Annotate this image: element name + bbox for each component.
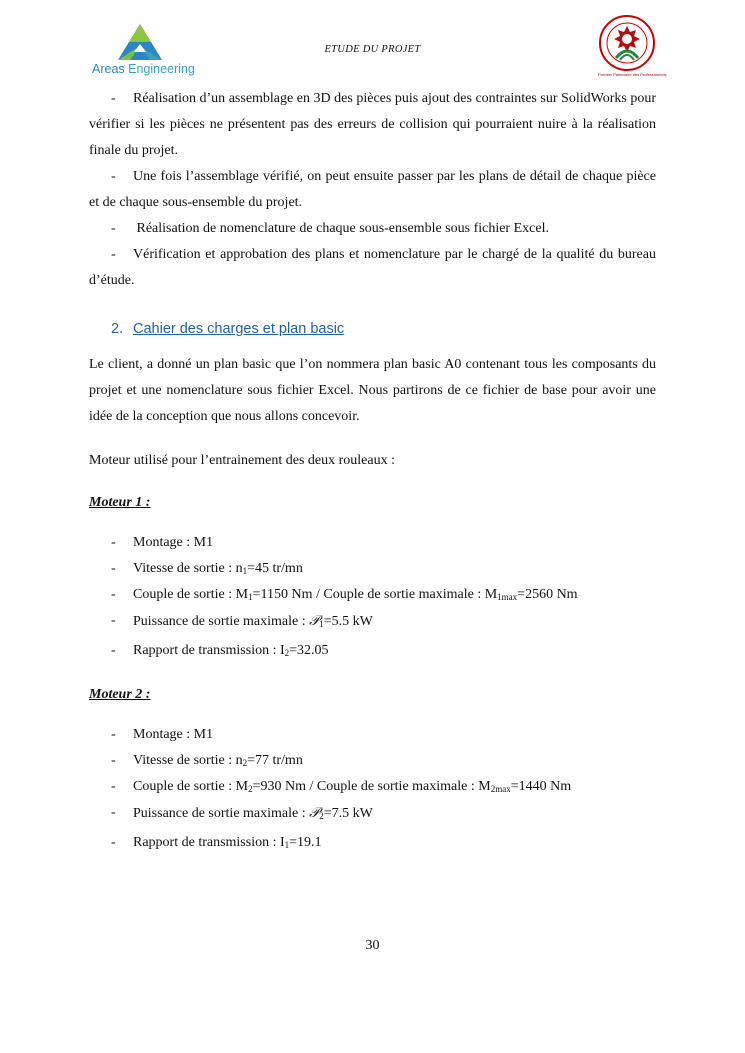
logo-caption: Premier Partenaire des Professionnels (598, 72, 667, 77)
list-item: - Rapport de transmission : $I_2=32.05$ (111, 643, 329, 658)
list-item: - Vitesse de sortie : $n_1=45$ tr/mn (111, 561, 303, 576)
page-number: 30 (365, 938, 380, 953)
gear-seal-icon (596, 14, 658, 72)
list-item: - Couple de sortie : $M_2=930$ Nm / Couple de sortie maximale : $M_{2max}=1440$ Nm (111, 779, 572, 794)
triangle-logo-icon (110, 22, 170, 64)
list-item: - Vitesse de sortie : $n_2=77$ tr/mn (111, 753, 303, 768)
list-item: - Puissance de sortie maximale : 𝒫$_1$=5.5 kW (111, 613, 373, 629)
motor-1-specs (89, 530, 656, 664)
motor-intro: Moteur utilisé pour l’entrainement des deux rouleaux : (89, 453, 395, 468)
description-paragraph: Le client, a donné un plan basic que l’on nommera plan basic A0 contenant tous les composants du projet et une nomenclature sous fichier Excel. Nous partirons de ce fichier de base pour avoir une idée de la conception que nous allons concevoir. (89, 357, 656, 424)
motor-2-heading: Moteur 2 : (89, 687, 151, 702)
motor-1-heading: Moteur 1 : (89, 495, 151, 510)
list-item: - Montage : M1 (111, 535, 214, 550)
list-item: - Rapport de transmission : $I_1=19.1$ (111, 835, 322, 850)
page-header (0, 0, 745, 85)
section-heading (89, 312, 656, 346)
list-item: - Puissance de sortie maximale : 𝒫$_2$=7.5 kW (111, 805, 373, 821)
section-title: Cahier des charges et plan basic (133, 321, 345, 337)
list-item: - Montage : M1 (111, 727, 214, 742)
professional-emblem-logo (596, 14, 667, 80)
header-title: ETUDE DU PROJET (324, 44, 421, 55)
list-item: - Couple de sortie : $M_1=1150$ Nm / Couple de sortie maximale : $M_{1max}=2560$ Nm (111, 587, 578, 602)
motor-2-specs (89, 722, 656, 856)
logo-wordmark: Areas Engineering (92, 62, 195, 76)
intro-bullet: - Vérification et approbation des plans et nomenclature par le chargé de la qualité du bureau d’étude. (89, 247, 656, 288)
intro-bullet: - Une fois l’assemblage vérifié, on peut ensuite passer par les plans de détail de chaque pièce et de chaque sous-ensemble du projet. (89, 169, 656, 210)
section-number: 2. (111, 321, 124, 337)
intro-bullet: - Réalisation d’un assemblage en 3D des pièces puis ajout des contraintes sur SolidWorks pour vérifier si les pièces ne présentent pas des erreurs de collision qui pourraient nuire à la réalisation finale du projet. (89, 91, 656, 158)
intro-bullet: - Réalisation de nomenclature de chaque sous-ensemble sous fichier Excel. (111, 221, 549, 236)
page-content (89, 86, 656, 856)
